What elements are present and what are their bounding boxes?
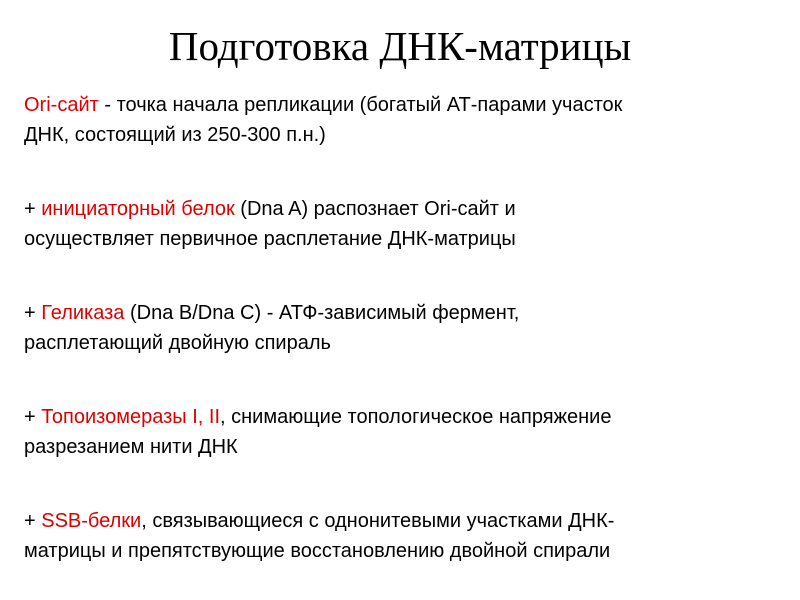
line <box>24 510 614 532</box>
line <box>24 436 238 458</box>
paragraph-topoisomerases <box>24 402 784 462</box>
line <box>24 332 331 354</box>
line <box>24 406 611 428</box>
term-site: -сайт <box>50 94 99 116</box>
term-ssb-proteins: SSB-белки <box>41 510 142 532</box>
text-segment: (Dna A) распознает Ori-сайт и <box>234 198 516 220</box>
text-segment: , снимающие топологическое напряжение <box>220 406 612 428</box>
line <box>24 124 326 146</box>
paragraph-ssb-proteins <box>24 506 784 566</box>
paragraph-ori-site <box>24 90 784 150</box>
text-segment: ДНК, состоящий из 250-300 п.н.) <box>24 124 326 146</box>
text-segment: , связывающиеся с однонитевыми участками ДНК- <box>141 510 615 532</box>
line <box>24 302 519 324</box>
text-segment: - точка начала репликации (богатый АТ-парами участок <box>98 94 623 116</box>
text-segment: разрезанием нити ДНК <box>24 436 238 458</box>
line <box>24 228 516 250</box>
paragraph-helicase <box>24 298 784 358</box>
paragraph-initiator-protein <box>24 194 784 254</box>
line <box>24 94 622 116</box>
text-segment: расплетающий двойную спираль <box>24 332 331 354</box>
bullet-plus: + <box>24 510 42 532</box>
bullet-plus: + <box>24 302 42 324</box>
term-topoisomerases: Топоизомеразы I, II <box>41 406 220 428</box>
bullet-plus: + <box>24 198 42 220</box>
slide-title: Подготовка ДНК-матрицы <box>168 23 632 69</box>
term-ori: Ori <box>24 94 51 116</box>
text-segment: осуществляет первичное расплетание ДНК-матрицы <box>24 228 516 250</box>
bullet-plus: + <box>24 406 42 428</box>
term-initiator-protein: инициаторный белок <box>41 198 235 220</box>
line <box>24 540 610 562</box>
line <box>24 198 516 220</box>
text-segment: матрицы и препятствующие восстановлению двойной спирали <box>24 540 611 562</box>
term-helicase: Геликаза <box>41 302 125 324</box>
text-segment: (Dna B/Dna C) - АТФ-зависимый фермент, <box>124 302 520 324</box>
